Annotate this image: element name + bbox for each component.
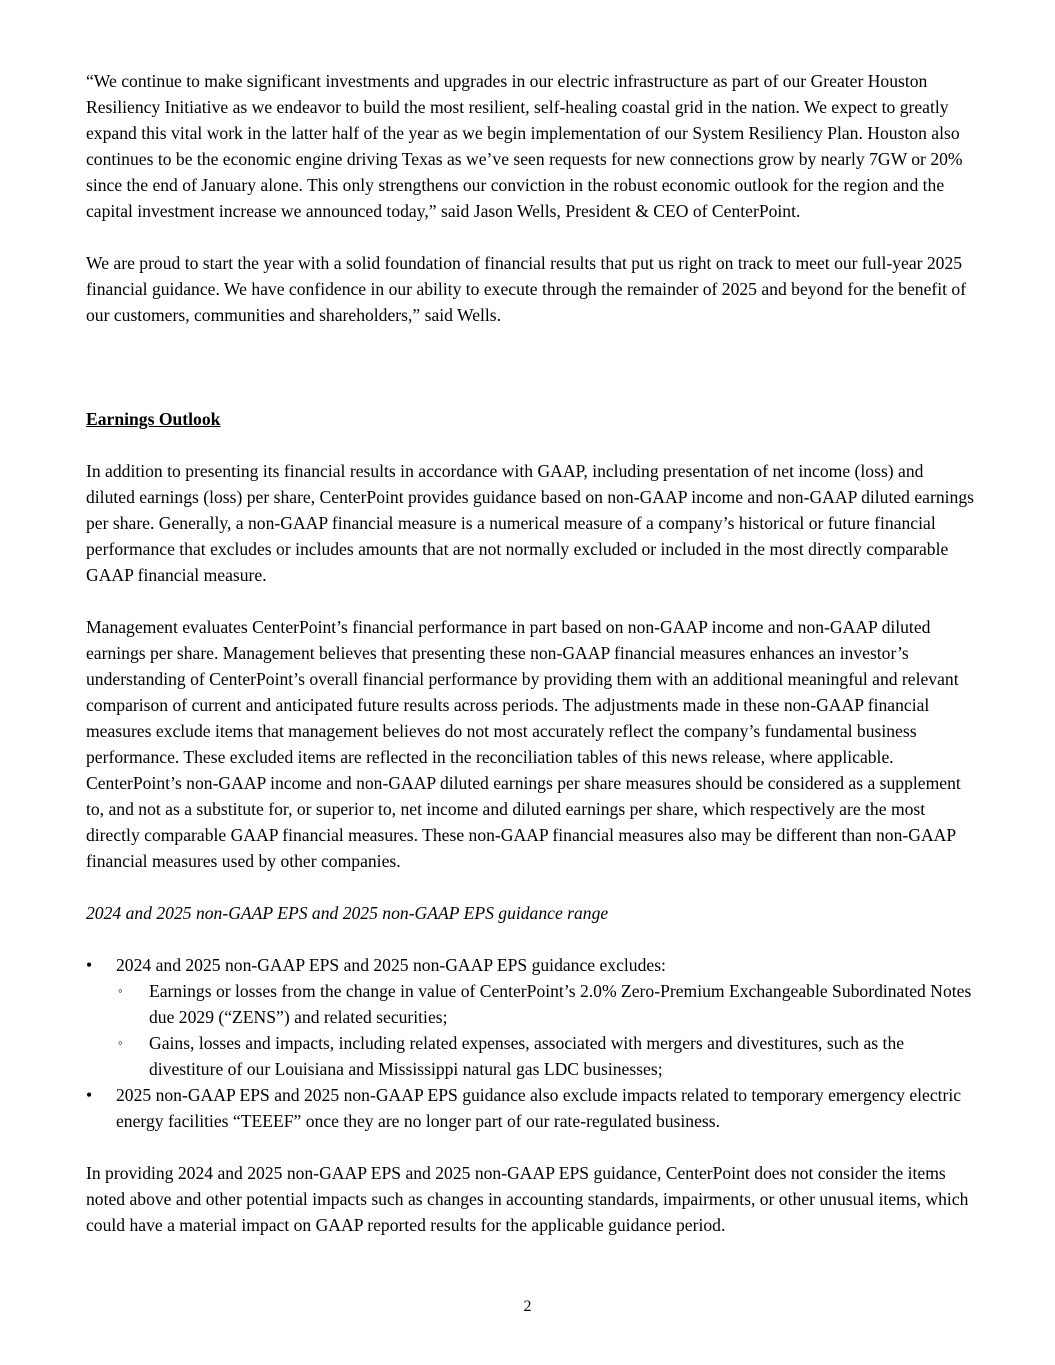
document-page — [86, 68, 976, 1238]
list-item — [86, 952, 976, 978]
bullet-icon: • — [86, 1085, 93, 1105]
management-evaluation-paragraph: Management evaluates CenterPoint’s financial performance in part based on non-GAAP income and non-GAAP diluted earnings per share. Management believes that presenting these non-GAAP financial measures enhances an investor’s understanding of CenterPoint’s overall financial performance by providing them with an additional meaningful and relevant comparison of current and anticipated future results across periods. The adjustments made in these non-GAAP financial measures exclude items that management believes do not most accurately reflect the company’s fundamental business performance. These excluded items are reflected in the reconciliation tables of this news release, where applicable. CenterPoint’s non-GAAP income and non-GAAP diluted earnings per share measures should be considered as a supplement to, and not as a substitute for, or superior to, net income and diluted earnings per share, which respectively are the most directly comparable GAAP financial measures. These non-GAAP financial measures also may be different than non-GAAP financial measures used by other companies. — [86, 617, 961, 871]
list-item-text: Earnings or losses from the change in value of CenterPoint’s 2.0% Zero-Premium Exchangeable Subordinated Notes due 2029 (“ZENS”) and related securities; — [149, 981, 972, 1027]
list-item — [86, 978, 976, 1030]
bullet-icon: • — [86, 955, 93, 975]
wells-quote-paragraph: “We continue to make significant investments and upgrades in our electric infrastructure as part of our Greater Houston Resiliency Initiative as we endeavor to build the most resilient, self-healing coastal grid in the nation. We expect to greatly expand this vital work in the latter half of the year as we begin implementation of our System Resiliency Plan. Houston also continues to be the economic engine driving Texas as we’ve seen requests for new connections grow by nearly 7GW or 20% since the end of January alone. This only strengthens our conviction in the robust economic outlook for the region and the capital investment increase we announced today,” said Jason Wells, President & CEO of CenterPoint. — [86, 71, 963, 221]
exclusions-sublist — [86, 978, 976, 1082]
earnings-outlook-heading: Earnings Outlook — [86, 409, 221, 429]
list-item — [86, 1082, 976, 1134]
sub-bullet-icon: ◦ — [118, 1035, 123, 1050]
guidance-range-subheading: 2024 and 2025 non-GAAP EPS and 2025 non-GAAP EPS guidance range — [86, 903, 609, 923]
list-item-text: 2025 non-GAAP EPS and 2025 non-GAAP EPS guidance also exclude impacts related to temporary emergency electric energy facilities “TEEEF” once they are no longer part of our rate-regulated business. — [116, 1085, 962, 1131]
guidance-considerations-paragraph: In providing 2024 and 2025 non-GAAP EPS and 2025 non-GAAP EPS guidance, CenterPoint does not consider the items noted above and other potential impacts such as changes in accounting standards, impairments, or other unusual items, which could have a material impact on GAAP reported results for the applicable guidance period. — [86, 1163, 969, 1235]
list-item-text: 2024 and 2025 non-GAAP EPS and 2025 non-GAAP EPS guidance excludes: — [116, 955, 666, 975]
list-item-text: Gains, losses and impacts, including related expenses, associated with mergers and divestitures, such as the divestiture of our Louisiana and Mississippi natural gas LDC businesses; — [149, 1033, 905, 1079]
sub-bullet-icon: ◦ — [118, 983, 123, 998]
list-item — [86, 1030, 976, 1082]
page-number: 2 — [523, 1298, 532, 1315]
non-gaap-intro-paragraph: In addition to presenting its financial results in accordance with GAAP, including presentation of net income (loss) and diluted earnings (loss) per share, CenterPoint provides guidance based on non-GAAP income and non-GAAP diluted earnings per share. Generally, a non-GAAP financial measure is a numerical measure of a company’s historical or future financial performance that excludes or includes amounts that are not normally excluded or included in the most directly comparable GAAP financial measure. — [86, 461, 974, 585]
exclusions-list-continued — [86, 1082, 976, 1134]
exclusions-list — [86, 952, 976, 978]
wells-closing-paragraph: We are proud to start the year with a solid foundation of financial results that put us right on track to meet our full-year 2025 financial guidance. We have confidence in our ability to execute through the remainder of 2025 and beyond for the benefit of our customers, communities and shareholders,” said Wells. — [86, 253, 967, 325]
